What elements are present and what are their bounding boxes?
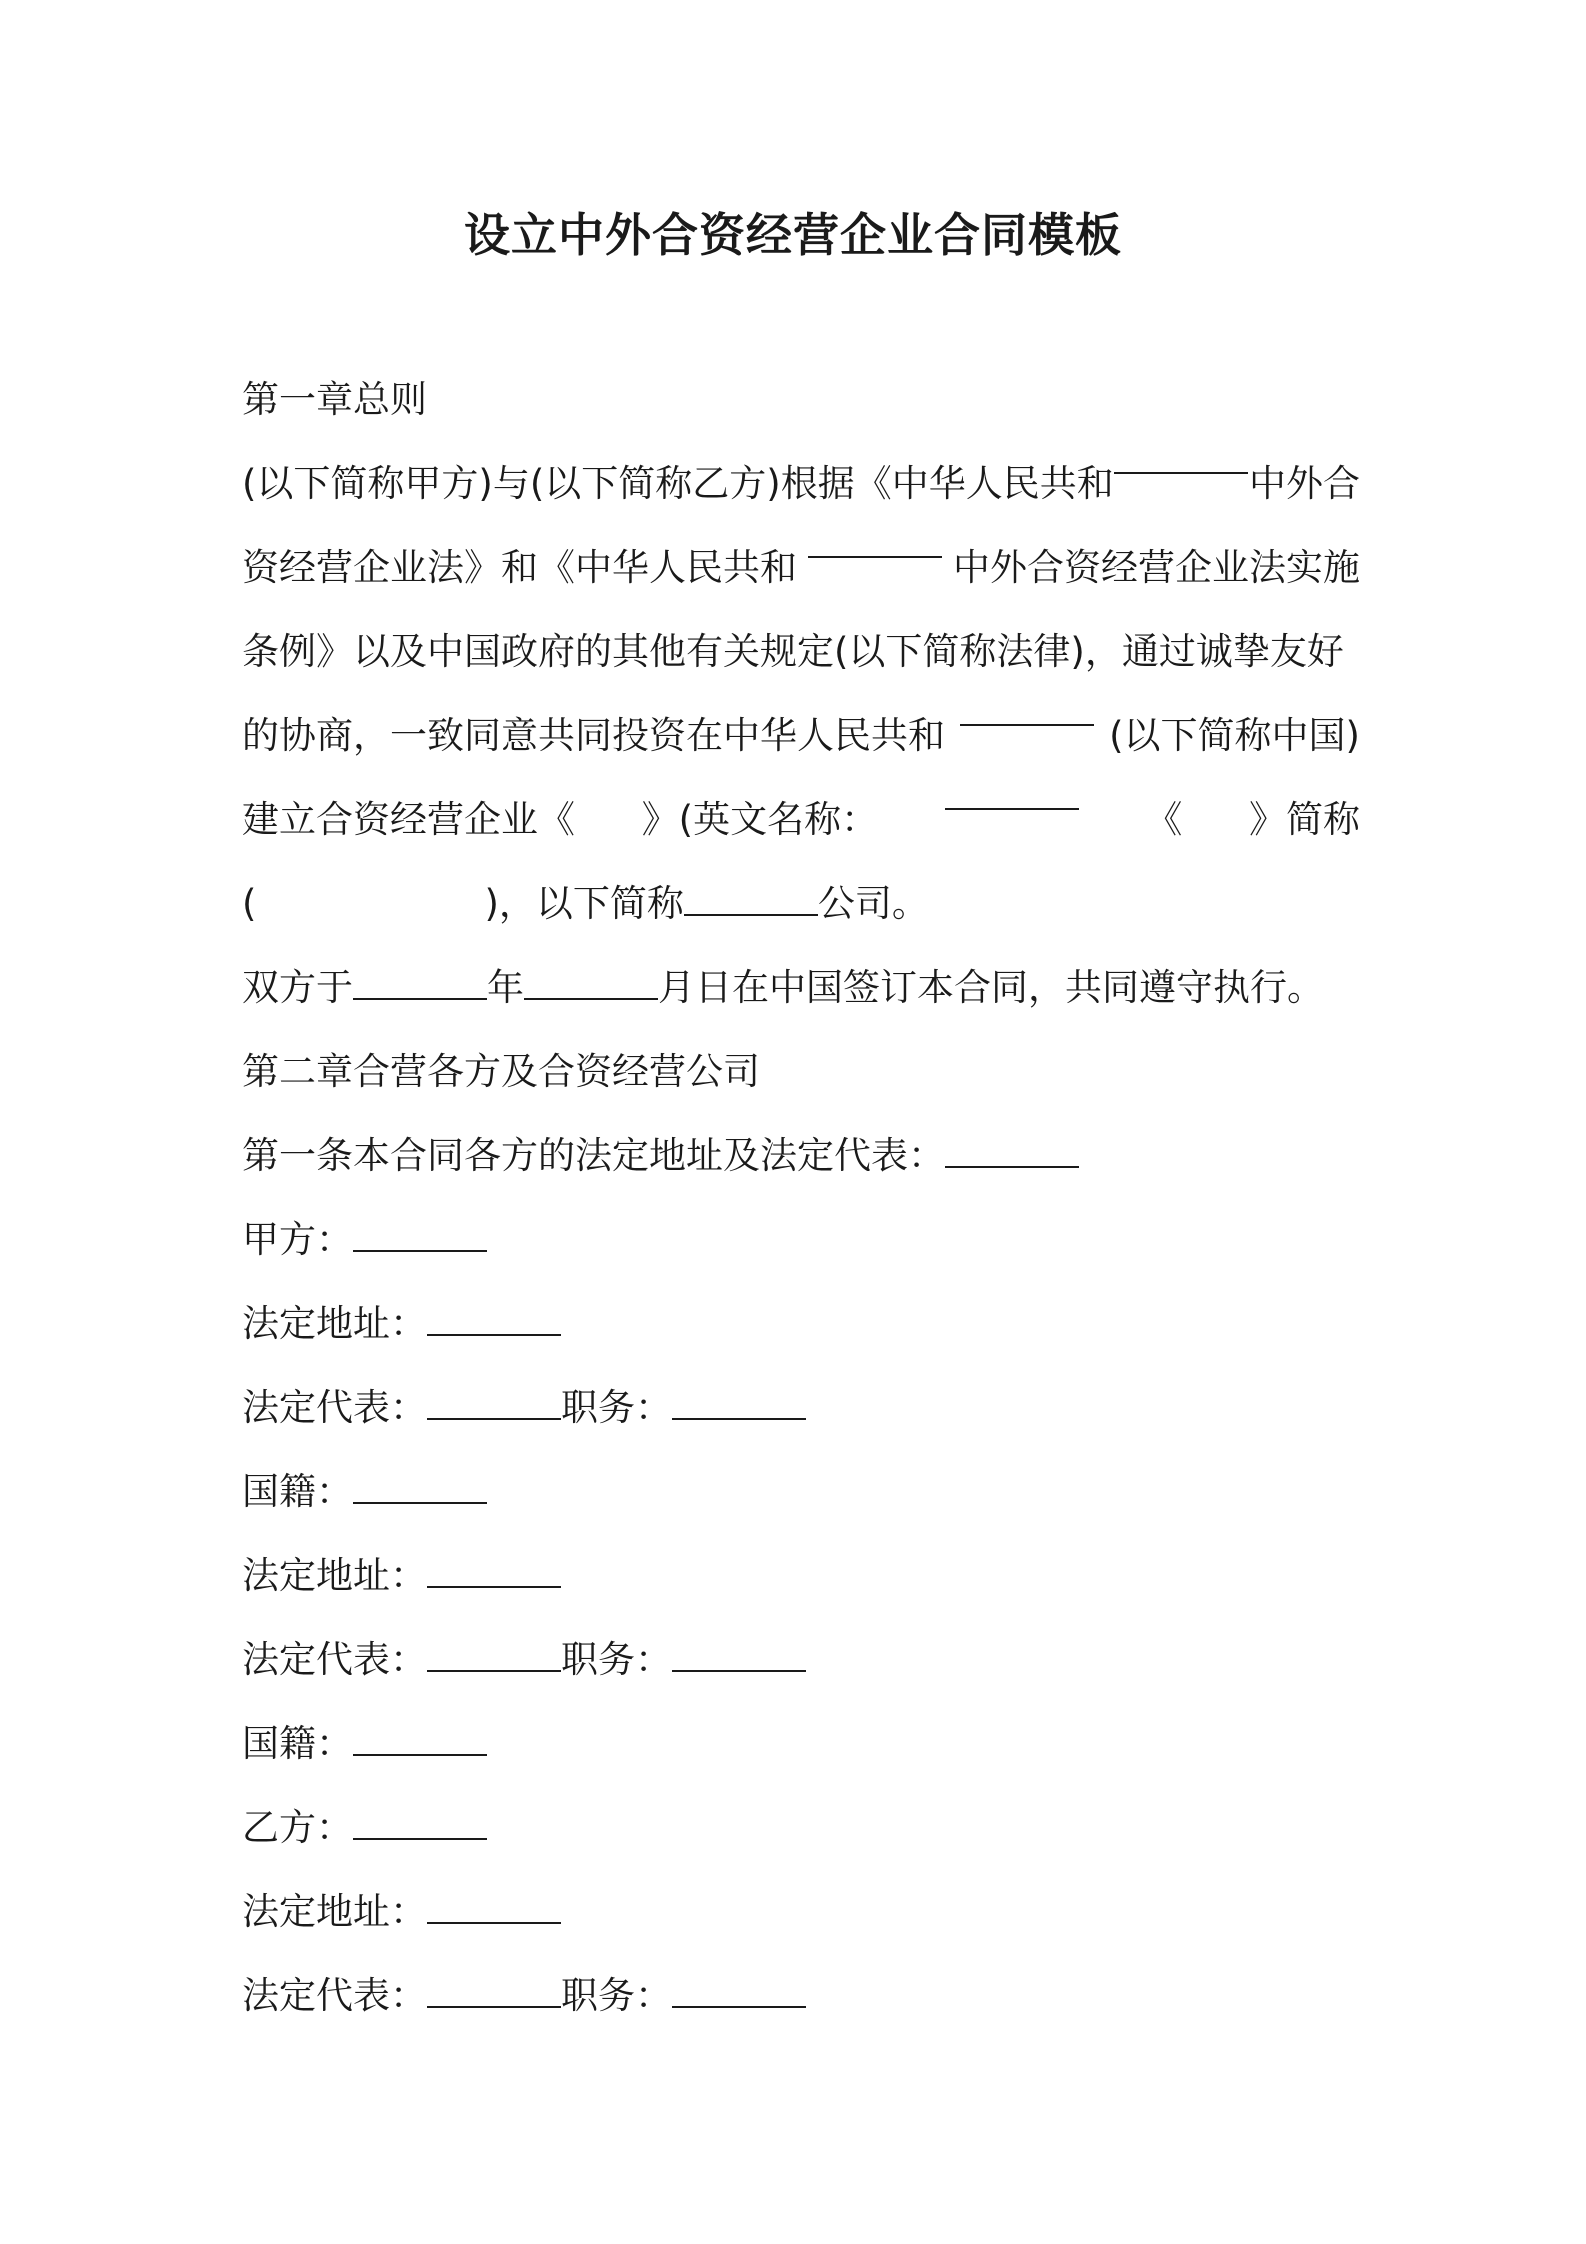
blank-line [427,1892,561,1924]
paragraph-1-line-6: ( )，以下简称 公司。 [242,882,929,925]
blank-line [524,968,658,1000]
blank-line [945,1136,1079,1168]
blank-line [353,1220,487,1252]
address-line: 法定地址： [242,1870,1360,1954]
chapter-1-heading: 第一章总则 [242,378,427,421]
blank-line [672,1976,806,2008]
blank-line [353,1808,487,1840]
blank-line [427,1556,561,1588]
blank-line [945,778,1079,810]
document-body [242,358,1360,2038]
nationality-line: 国籍： [242,1702,1360,1786]
representative-line: 法定代表： 职务： [242,1366,1360,1450]
representative-line: 法定代表： 职务： [242,1954,1360,2038]
blank-line [427,1640,561,1672]
blank-line [353,968,487,1000]
paragraph-1-line-3: 条例》以及中国政府的其他有关规定(以下简称法律)，通过诚挚友好 [242,630,1344,673]
document-title: 设立中外合资经营企业合同模板 [464,208,1122,262]
blank-line [353,1472,487,1504]
paragraph-2: 双方于 年 月日在中国签订本合同，共同遵守执行。 [242,966,1324,1009]
blank-line [427,1388,561,1420]
party-a-line: 甲方： [242,1198,1360,1282]
paragraph-1-line-2: 资经营企业法》和《中华人民共和 中外合资经营企业法实施 [242,526,1360,610]
nationality-line: 国籍： [242,1450,1360,1534]
article-1: 第一条本合同各方的法定地址及法定代表： [242,1114,1360,1198]
blank-line [684,884,818,916]
blank-line [672,1388,806,1420]
blank-line [1114,442,1248,474]
representative-line: 法定代表： 职务： [242,1618,1360,1702]
blank-line [427,1304,561,1336]
blank-line [808,526,942,558]
blank-line [960,694,1094,726]
blank-line [353,1724,487,1756]
address-line: 法定地址： [242,1282,1360,1366]
address-line: 法定地址： [242,1534,1360,1618]
chapter-2-heading: 第二章合营各方及合资经营公司 [242,1050,760,1093]
blank-line [427,1976,561,2008]
paragraph-1-line-4: 的协商，一致同意共同投资在中华人民共和 (以下简称中国) [242,694,1360,778]
paragraph-1-line-5: 建立合资经营企业《 》(英文名称： 《 》简称 [242,778,1360,862]
party-b-line: 乙方： [242,1786,1360,1870]
blank-line [672,1640,806,1672]
paragraph-1-line-1: (以下简称甲方)与(以下简称乙方)根据《中华人民共和 中外合 [242,442,1360,526]
